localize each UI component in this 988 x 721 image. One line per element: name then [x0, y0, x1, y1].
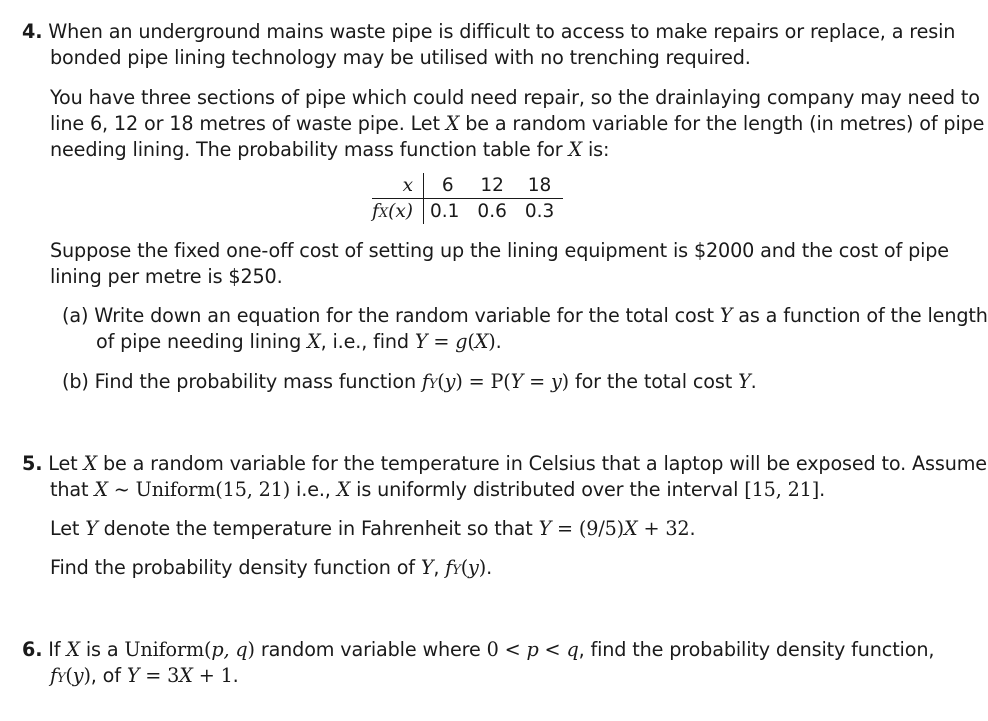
q5-text-2a: that	[50, 478, 95, 501]
q4b-text-c: .	[750, 370, 757, 393]
q4-p2-line-3	[50, 137, 609, 163]
q5-text-4b: ,	[433, 556, 446, 579]
q5-text-1b: be a random variable for the temperature in Celsius that a laptop will be exposed to. Assume	[97, 452, 987, 475]
var-x: X	[568, 138, 582, 161]
q6-text-1d: , find the probability density function,	[578, 638, 935, 661]
q4b-text-a: Find the probability mass function	[94, 370, 422, 393]
q4b-label: (b)	[62, 370, 89, 393]
q4-p3-line-1	[50, 238, 949, 264]
q4-p2-text-2a: line 6, 12 or 18 metres of waste pipe. Let	[50, 112, 446, 135]
q4-p3-text-2: lining per metre is $250.	[50, 265, 283, 288]
q4-p3-text-1: Suppose the fixed one-off cost of setting up the lining equipment is $2000 and the cost of pipe	[50, 239, 949, 262]
q6-line-2: fY(y), of Y = 3X + 1.	[50, 664, 239, 687]
q5-text-3a: Let	[50, 517, 86, 540]
q4-intro-1: When an underground mains waste pipe is difficult to access to make repairs or replace, a resin	[48, 20, 956, 43]
pmf-row-p	[372, 199, 563, 225]
q5-text-2c: is uniformly distributed over the interval	[350, 478, 745, 501]
q4a-line-2: of pipe needing lining X, i.e., find Y = g(X).	[96, 330, 502, 353]
q5-number: 5.	[22, 452, 43, 475]
q4-line-2	[50, 45, 751, 71]
q5-text-3b: denote the temperature in Fahrenheit so that	[97, 517, 539, 540]
pmf-row-x	[372, 173, 563, 199]
pmf-x-label: x	[372, 173, 424, 199]
q6-line-1: 6. If X is a Uniform(p, q) random variable where 0 < p < q, find the probability density function,	[22, 638, 935, 661]
q6-text-1b: is a	[79, 638, 125, 661]
var-x: X	[445, 112, 460, 135]
pmf-x-value: 18	[516, 173, 563, 199]
q4-number: 4.	[22, 20, 43, 43]
q4-p2-line-2	[50, 111, 984, 137]
q4a-text-2b: , i.e., find	[320, 330, 415, 353]
q6-text-1a: If	[48, 638, 67, 661]
pmf-x-value: 6	[424, 173, 469, 199]
q4a-line-1: (a) Write down an equation for the random variable for the total cost Y as a function of the length	[62, 304, 988, 327]
q4-p2-text-1: You have three sections of pipe which could need repair, so the drainlaying company may need to	[50, 86, 980, 109]
q5-text-3c: .	[689, 517, 696, 540]
q5-text-4a: Find the probability density function of	[50, 556, 421, 579]
pmf-f: f	[372, 201, 379, 222]
q4a-label: (a)	[62, 304, 89, 327]
pmf-p-value: 0.6	[477, 201, 507, 222]
pmf-f-arg: (x)	[388, 201, 413, 222]
q4a-text-1a: Write down an equation for the random variable for the total cost	[94, 304, 720, 327]
q5-line-3: Let Y denote the temperature in Fahrenheit so that Y = (9/5)X + 32.	[50, 517, 696, 540]
pmf-x-value: 12	[468, 173, 515, 199]
pmf-f-sub: X	[378, 206, 389, 221]
q4-intro-2: bonded pipe lining technology may be utilised with no trenching required.	[50, 46, 751, 69]
q6-number: 6.	[22, 638, 43, 661]
q5-text-2b: i.e.,	[290, 478, 337, 501]
pmf-fx-label	[372, 199, 424, 225]
q4b-text-b: for the total cost	[569, 370, 739, 393]
pmf-table	[372, 173, 563, 224]
q6-text-2a: , of	[90, 664, 127, 687]
q4-p2-text-3b: is:	[582, 138, 610, 161]
q4-p2-line-1	[50, 85, 980, 111]
q5-line-4: Find the probability density function of Y, fY(y).	[50, 556, 493, 579]
q4-p2-text-2b: be a random variable for the length (in metres) of pipe	[459, 112, 985, 135]
q4a-text-2a: of pipe needing lining	[96, 330, 308, 353]
q4-line-1	[22, 19, 955, 45]
pmf-p-value: 0.1	[430, 201, 460, 222]
q6-text-1c: random variable where	[254, 638, 487, 661]
q5-text-2d: .	[819, 478, 826, 501]
q4-p2-text-3a: needing lining. The probability mass function table for	[50, 138, 569, 161]
q4a-text-1b: as a function of the length	[732, 304, 988, 327]
q5-text-4c: .	[486, 556, 493, 579]
q4b-line-1: (b) Find the probability mass function fY(y) = P(Y = y) for the total cost Y.	[62, 370, 757, 393]
q6-text-2b: .	[232, 664, 239, 687]
q4a-text-2c: .	[495, 330, 502, 353]
q5-text-1a: Let	[48, 452, 84, 475]
q4-p3-line-2	[50, 264, 283, 290]
pmf-p-value: 0.3	[524, 201, 555, 222]
q5-line-2: that X ~ Uniform(15, 21) i.e., X is uniformly distributed over the interval [15, 21].	[50, 478, 826, 501]
q5-line-1: 5. Let X be a random variable for the temperature in Celsius that a laptop will be exposed to. Assume	[22, 452, 987, 475]
